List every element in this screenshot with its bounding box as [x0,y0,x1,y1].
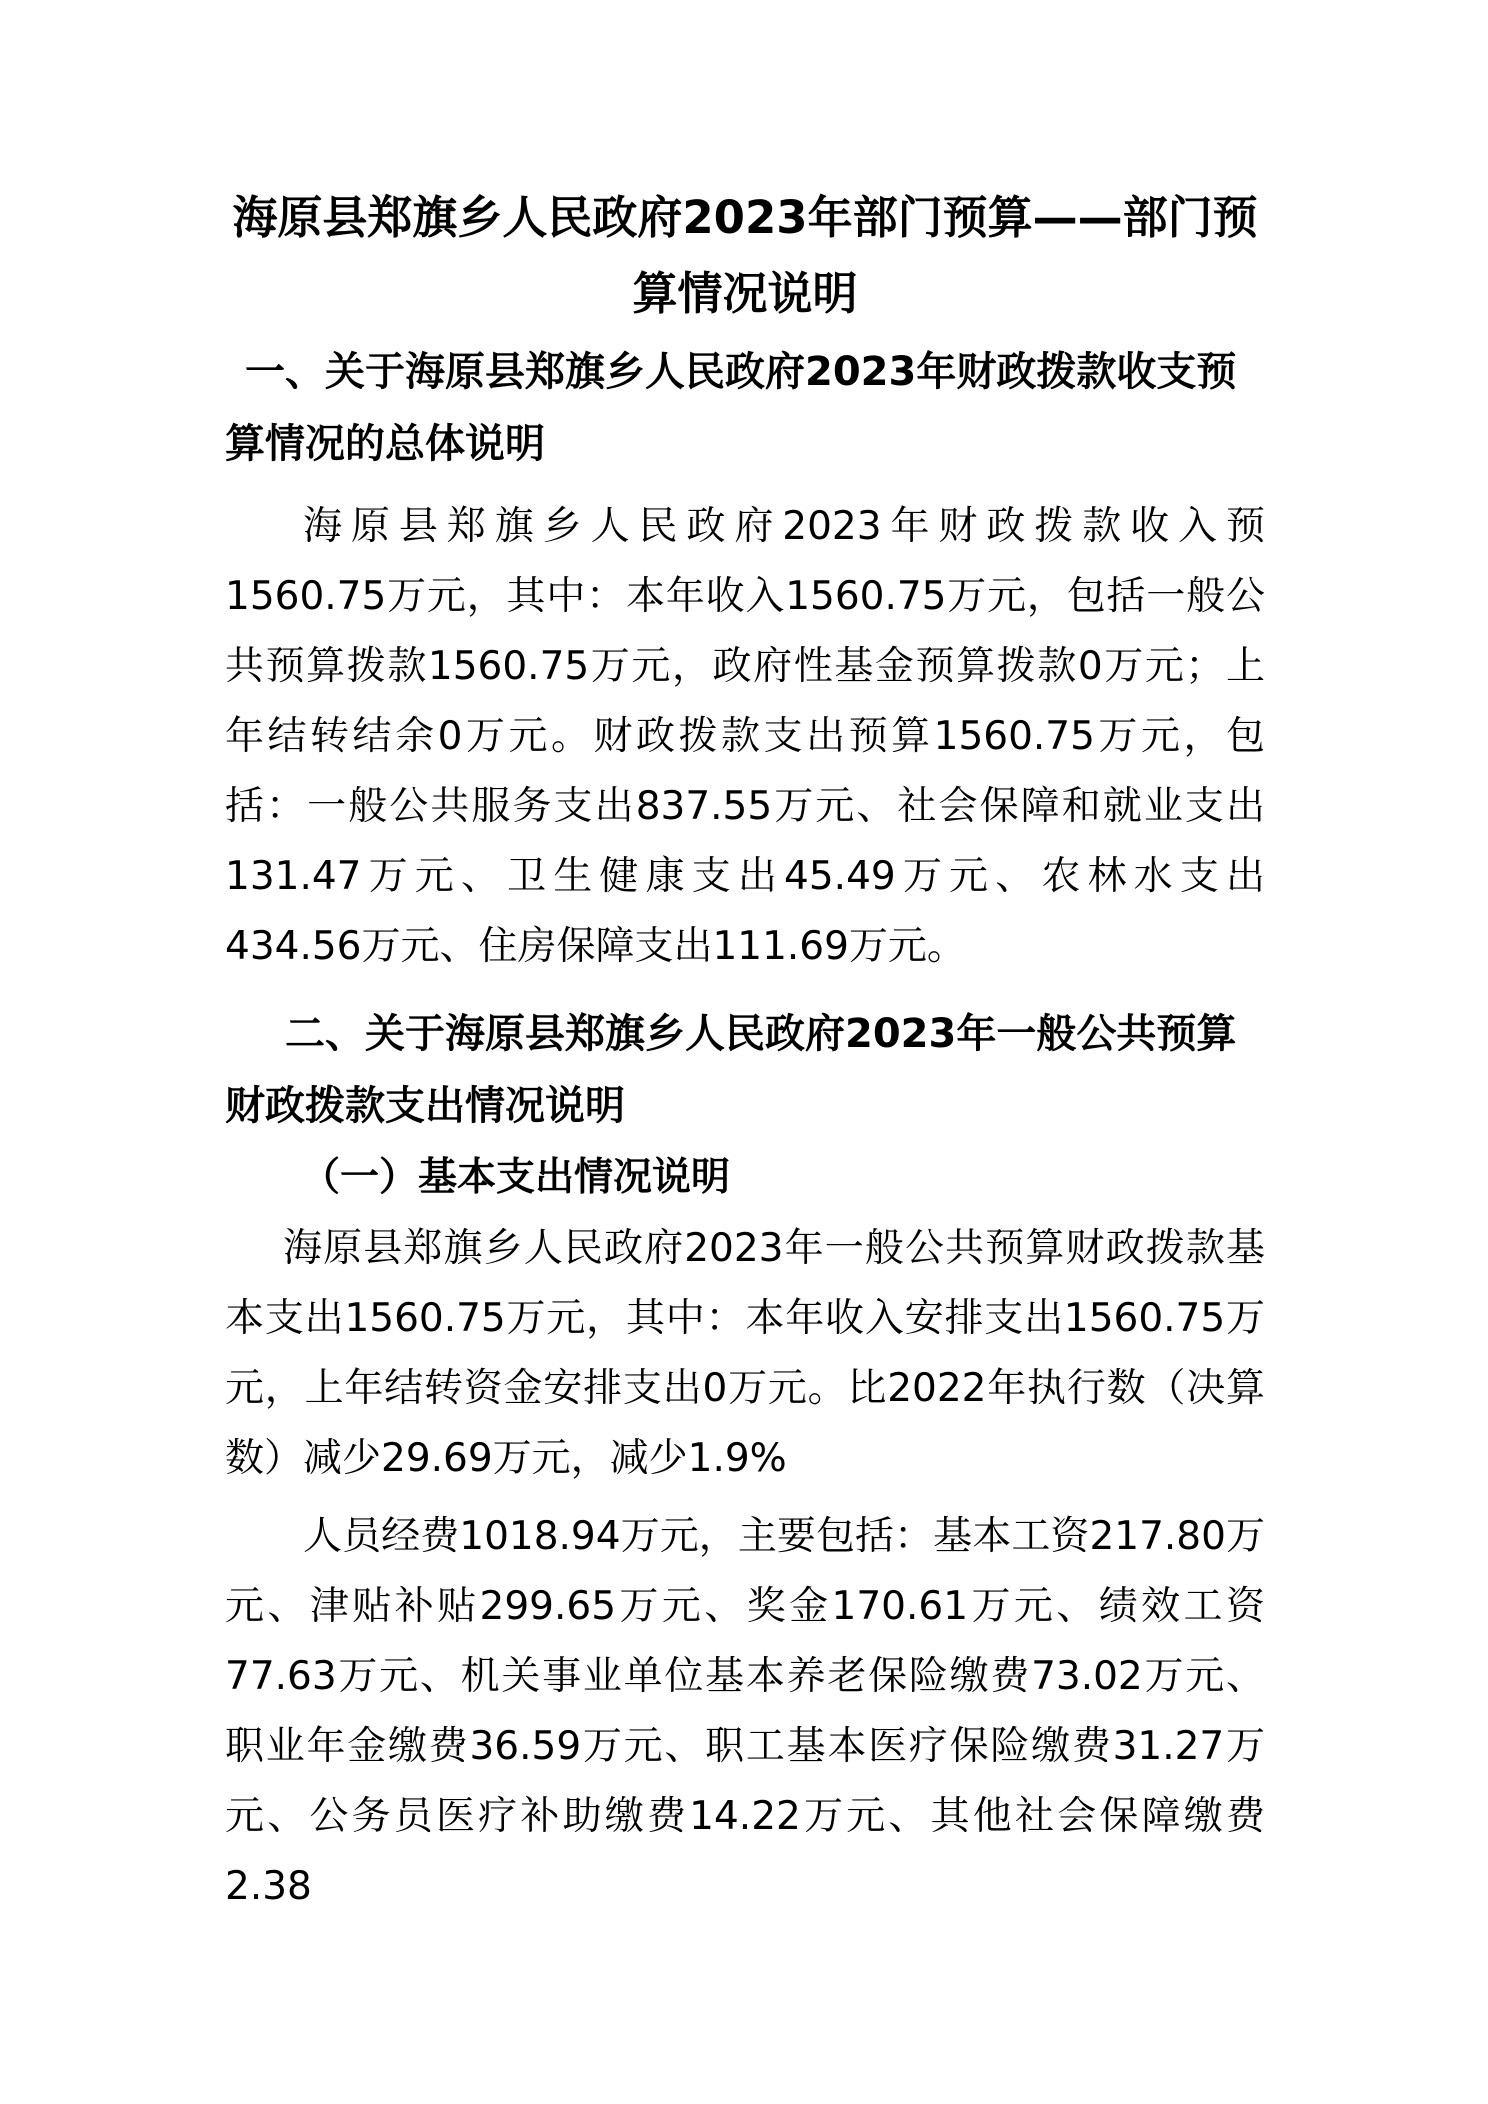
section-heading-1: 一、关于海原县郑旗乡人民政府2023年财政拨款收支预算情况的总体说明 [225,349,1237,467]
section-heading-2: 二、关于海原县郑旗乡人民政府2023年一般公共预算财政拨款支出情况说明 [225,1011,1237,1129]
section-2-paragraph-2: 人员经费1018.94万元，主要包括：基本工资217.80万元、津贴补贴299.65万元、奖金170.61万元、绩效工资77.63万元、机关事业单位基本养老保险缴费73.02万元、职业年金缴费36.59万元、职工基本医疗保险缴费31.27万元、公务员医疗补助缴费14.22万元、其他社会保障缴费2.38 [225,1514,1265,1909]
subsection-heading-basic-expenditure: （一）基本支出情况说明 [301,1155,731,1200]
section-2-paragraph-1: 海原县郑旗乡人民政府2023年一般公共预算财政拨款基本支出1560.75万元，其中：本年收入安排支出1560.75万元，上年结转资金安排支出0万元。比2022年执行数（决算数）减少29.69万元，减少1.9% [225,1226,1265,1481]
section-1-paragraph: 海原县郑旗乡人民政府2023年财政拨款收入预1560.75万元，其中：本年收入1560.75万元，包括一般公共预算拨款1560.75万元，政府性基金预算拨款0万元；上年结转结余0万元。财政拨款支出预算1560.75万元，包括：一般公共服务支出837.55万元、社会保障和就业支出131.47万元、卫生健康支出45.49万元、农林水支出434.56万元、住房保障支出111.69万元。 [225,504,1265,969]
document-title: 海原县郑旗乡人民政府2023年部门预算——部门预算情况说明 [232,191,1258,320]
document-page [225,180,1265,1922]
